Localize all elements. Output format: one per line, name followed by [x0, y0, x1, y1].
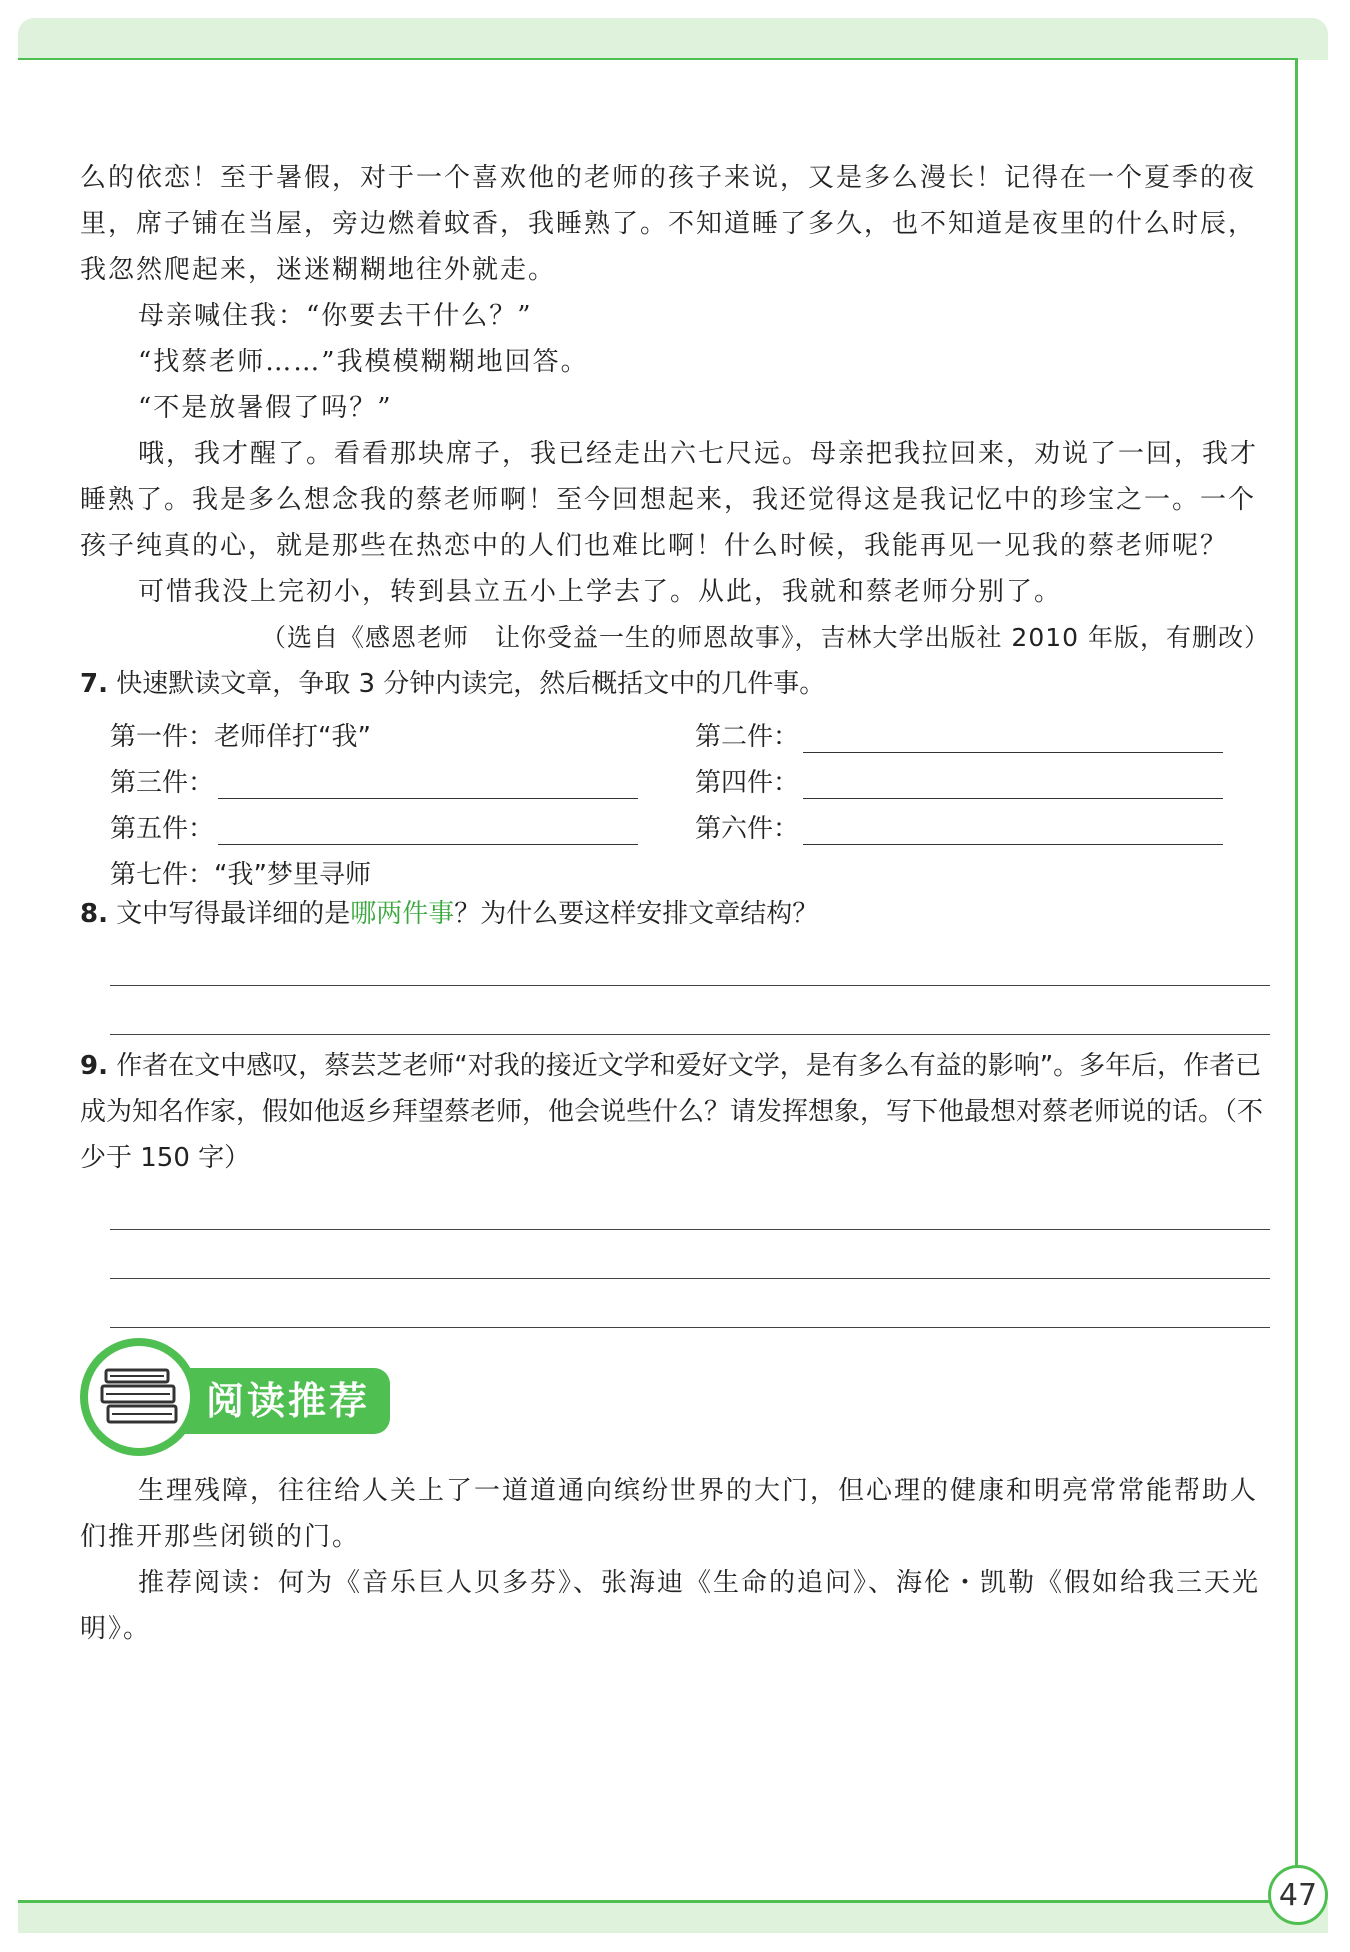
question-9-prompt: 作者在文中感叹，蔡芸芝老师“对我的接近文学和爱好文学，是有多么有益的影响”。多年后，作者已成为知名作家，假如他返乡拜望蔡老师，他会说些什么？请发挥想象，写下他最想对蔡老师说的话。（不少于 150 字） — [80, 1051, 1264, 1173]
section-title: 阅读推荐 — [206, 1379, 371, 1423]
story-paragraph: 么的依恋！至于暑假，对于一个喜欢他的老师的孩子来说，又是多么漫长！记得在一个夏季的夜里，席子铺在当屋，旁边燃着蚊香，我睡熟了。不知道睡了多久，也不知道是夜里的什么时辰，我忽然爬起来，迷迷糊糊地往外就走。 — [80, 163, 1257, 285]
event-answer-blank[interactable] — [218, 814, 638, 845]
question-8-number: 8. — [80, 899, 108, 929]
story-source: （选自《感恩老师 让你受益一生的师恩故事》，吉林大学出版社 2010 年版，有删改） — [260, 623, 1270, 652]
event-answer: 老师佯打“我” — [214, 722, 371, 752]
question-8-prompt-a: 文中写得最详细的是 — [116, 899, 351, 929]
answer-line[interactable] — [110, 937, 1270, 986]
event-label: 第七件： — [110, 860, 215, 890]
event-item — [110, 753, 695, 799]
event-answer: “我”梦里寻师 — [214, 860, 371, 890]
event-item — [110, 845, 695, 891]
question-7-prompt: 快速默读文章，争取 3 分钟内读完，然后概括文中的几件事。 — [116, 669, 826, 699]
frame-top-band — [18, 18, 1328, 60]
answer-line[interactable] — [110, 1279, 1270, 1328]
event-label: 第三件： — [110, 768, 215, 798]
event-item — [695, 707, 1300, 753]
event-answer-blank[interactable] — [803, 814, 1223, 845]
frame-right-rule — [1295, 58, 1298, 1901]
question-7-items — [80, 707, 1270, 891]
event-item — [695, 799, 1300, 845]
story-paragraph: “找蔡老师……”我模模糊糊地回答。 — [138, 347, 589, 377]
event-label: 第一件： — [110, 722, 215, 752]
frame-top-rule — [18, 58, 1295, 60]
recommend-paragraph: 生理残障，往往给人关上了一道道通向缤纷世界的大门，但心理的健康和明亮常常能帮助人们推开那些闭锁的门。 — [80, 1476, 1259, 1552]
story-paragraph: 母亲喊住我：“你要去干什么？” — [138, 301, 533, 331]
event-item — [695, 753, 1300, 799]
event-item — [110, 707, 695, 753]
event-answer-blank[interactable] — [803, 768, 1223, 799]
story-paragraph: 可惜我没上完初小，转到县立五小上学去了。从此，我就和蔡老师分别了。 — [138, 577, 1063, 607]
question-8 — [80, 891, 1270, 937]
question-8-highlight: 哪两件事 — [350, 899, 455, 929]
frame-bottom-band — [18, 1903, 1328, 1933]
recommend-paragraph: 推荐阅读：何为《音乐巨人贝多芬》、张海迪《生命的追问》、海伦・凯勒《假如给我三天光明》。 — [80, 1568, 1261, 1644]
page-number: 47 — [1268, 1865, 1328, 1925]
event-label: 第五件： — [110, 814, 215, 844]
event-label: 第二件： — [695, 722, 800, 752]
answer-line[interactable] — [110, 1230, 1270, 1279]
question-7-number: 7. — [80, 669, 108, 699]
story-content — [80, 155, 1270, 1328]
recommend-content — [80, 1468, 1270, 1652]
question-8-prompt-b: ？为什么要这样安排文章结构？ — [454, 899, 819, 929]
question-9-number: 9. — [80, 1051, 108, 1081]
story-paragraph: 哦，我才醒了。看看那块席子，我已经走出六七尺远。母亲把我拉回来，劝说了一回，我才睡熟了。我是多么想念我的蔡老师啊！至今回想起来，我还觉得这是我记忆中的珍宝之一。一个孩子纯真的心，就是那些在热恋中的人们也难比啊！什么时候，我能再见一见我的蔡老师呢？ — [80, 439, 1259, 561]
event-item — [110, 799, 695, 845]
event-answer-blank[interactable] — [218, 768, 638, 799]
answer-line[interactable] — [110, 1181, 1270, 1230]
event-label: 第六件： — [695, 814, 800, 844]
story-paragraph: “不是放暑假了吗？” — [138, 393, 393, 423]
question-7 — [80, 661, 1270, 707]
answer-line[interactable] — [110, 986, 1270, 1035]
event-answer-blank[interactable] — [803, 722, 1223, 753]
event-label: 第四件： — [695, 768, 800, 798]
question-9 — [80, 1043, 1270, 1181]
books-icon — [100, 1366, 182, 1428]
section-badge — [80, 1338, 390, 1458]
